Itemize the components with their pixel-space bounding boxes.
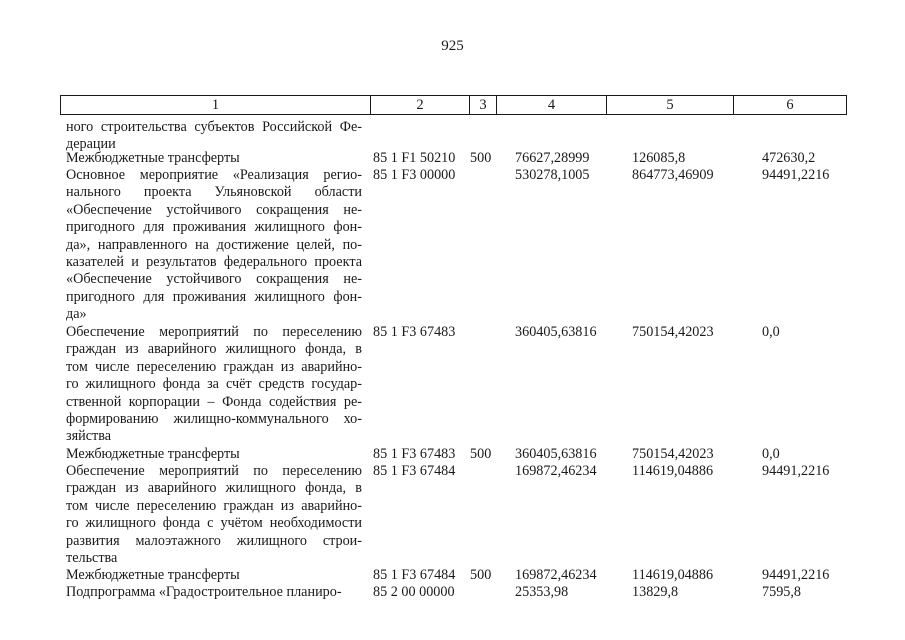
header-col-6: 6 — [733, 96, 846, 114]
description-line: Обеспечение мероприятий по переселению — [66, 324, 362, 340]
description-line: граждан из аварийного жилищного фонда, в — [66, 341, 362, 358]
row-code: 85 1 F1 50210 — [373, 150, 456, 166]
row-value-col4: 25353,98 — [515, 584, 569, 600]
row-description — [66, 167, 362, 324]
description-line: го жилищного фонда с учётом необходимости — [66, 515, 362, 532]
row-value-col6: 472630,2 — [762, 150, 816, 166]
row-value-col5: 126085,8 — [632, 150, 686, 166]
row-value-col4: 530278,1005 — [515, 167, 590, 183]
description-line: ного строительства субъектов Российской Фе- — [66, 119, 362, 135]
page-number: 925 — [441, 38, 464, 54]
row-expense-type: 500 — [470, 567, 492, 583]
header-col-1: 1 — [211, 97, 220, 113]
description-line: том числе переселению граждан из аварийно- — [66, 358, 362, 375]
description-line: Подпрограмма «Градостроительное планиро- — [66, 584, 342, 600]
table-header — [60, 95, 847, 115]
row-description — [66, 324, 362, 446]
description-line: казателей и результатов федерального проекта — [66, 253, 362, 270]
description-line: Обеспечение мероприятий по переселению — [66, 463, 362, 479]
description-line: го жилищного фонда за счёт средств государ- — [66, 376, 362, 393]
row-description — [66, 463, 362, 567]
row-value-col4: 360405,63816 — [515, 324, 597, 340]
row-value-col4: 76627,28999 — [515, 150, 590, 166]
description-line: нального проекта Ульяновской области — [66, 184, 362, 201]
row-value-col5: 750154,42023 — [632, 446, 714, 462]
description-line: граждан из аварийного жилищного фонда, в — [66, 480, 362, 497]
header-col-3: 3 — [469, 96, 496, 114]
description-line: формированию жилищно-коммунального хо- — [66, 410, 362, 427]
row-value-col6: 94491,2216 — [762, 463, 830, 479]
description-line: Межбюджетные трансферты — [66, 150, 240, 166]
description-line: да», направленного на достижение целей, по- — [66, 236, 362, 253]
row-code: 85 1 F3 67483 — [373, 446, 456, 462]
description-line: пригодного для проживания жилищного фон- — [66, 219, 362, 236]
description-line: дерации — [66, 136, 116, 153]
description-line: Межбюджетные трансферты — [66, 446, 240, 462]
description-line: тельства — [66, 549, 118, 566]
row-code: 85 2 00 00000 — [373, 584, 455, 600]
row-value-col6: 0,0 — [762, 446, 780, 462]
description-line: развития малоэтажного жилищного строи- — [66, 532, 362, 549]
row-value-col4: 360405,63816 — [515, 446, 597, 462]
description-line: Основное мероприятие «Реализация регио- — [66, 167, 362, 183]
row-code: 85 1 F3 67484 — [373, 567, 456, 583]
description-line: зяйства — [66, 428, 112, 445]
row-value-col5: 114619,04886 — [632, 463, 714, 479]
row-value-col6: 94491,2216 — [762, 167, 830, 183]
row-value-col5: 13829,8 — [632, 584, 679, 600]
description-line: ственной корпорации – Фонда содействия ре- — [66, 393, 362, 410]
header-col-2: 2 — [370, 96, 469, 114]
description-line: да» — [66, 306, 87, 323]
row-expense-type: 500 — [470, 150, 492, 166]
row-code: 85 1 F3 00000 — [373, 167, 456, 183]
row-value-col4: 169872,46234 — [515, 463, 597, 479]
description-line: «Обеспечение устойчивого сокращения не- — [66, 201, 362, 218]
row-description — [66, 446, 362, 463]
row-value-col5: 864773,46909 — [632, 167, 714, 183]
description-line: «Обеспечение устойчивого сокращения не- — [66, 271, 362, 288]
description-line: Межбюджетные трансферты — [66, 567, 240, 583]
row-code: 85 1 F3 67484 — [373, 463, 456, 479]
row-value-col6: 94491,2216 — [762, 567, 830, 583]
description-line: том числе переселению граждан из аварийно- — [66, 497, 362, 514]
row-description — [66, 150, 362, 167]
row-value-col6: 7595,8 — [762, 584, 802, 600]
row-value-col6: 0,0 — [762, 324, 780, 340]
row-value-col5: 750154,42023 — [632, 324, 714, 340]
row-value-col4: 169872,46234 — [515, 567, 597, 583]
row-expense-type: 500 — [470, 446, 492, 462]
header-col-4: 4 — [496, 96, 606, 114]
row-description — [66, 119, 362, 154]
row-description — [66, 567, 362, 584]
description-line: пригодного для проживания жилищного фон- — [66, 288, 362, 305]
row-value-col5: 114619,04886 — [632, 567, 714, 583]
row-code: 85 1 F3 67483 — [373, 324, 456, 340]
row-description — [66, 584, 362, 601]
header-col-5: 5 — [606, 96, 733, 114]
